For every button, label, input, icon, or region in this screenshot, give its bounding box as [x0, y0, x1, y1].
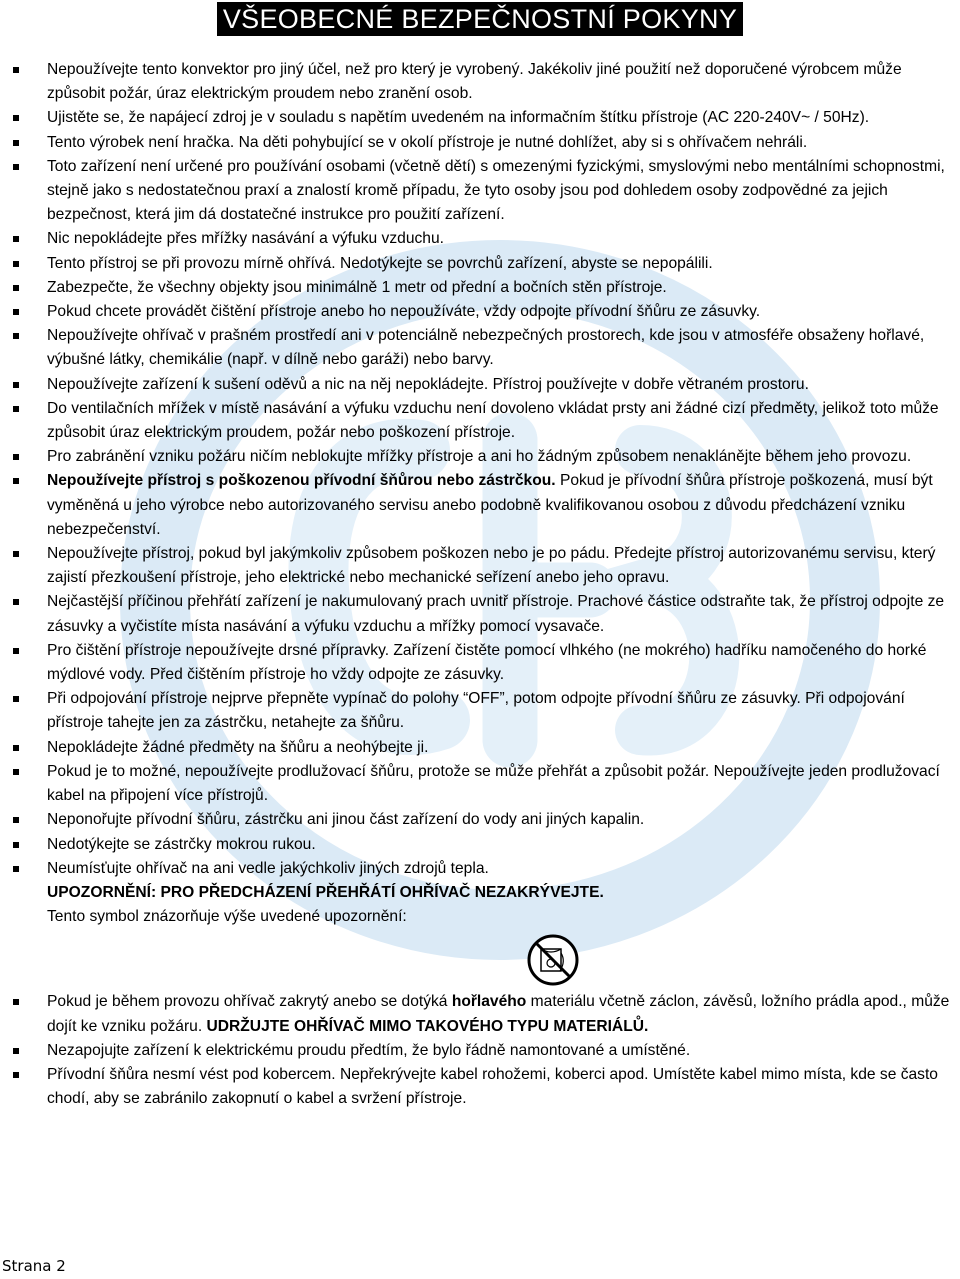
document-body — [0, 58, 960, 1111]
item-text: Nejčastější příčinou přehřátí zařízení je nakumulovaný prach uvnitř přístroje. Prachové částice odstraňte tak, že přístroj odpojte ze zásuvky a vyčistíte místa nasávání a výfuku vzduchu a mřížky pomocí vysavače. — [47, 593, 945, 635]
item-text: Tento přístroj se při provozu mírně ohřívá. Nedotýkejte se povrchů zařízení, abyste se nepopálili. — [47, 254, 713, 272]
item-text: Při odpojování přístroje nejprve přepněte vypínač do polohy “OFF”, potom odpojte přívodní šňůru ze zásuvky. Při odpojování přístroje tahejte jen za zástrčku, netahejte za šňůru. — [47, 690, 905, 732]
item-text: Toto zařízení není určené pro používání osobami (včetně dětí) s omezenými fyzickými, smyslovými nebo mentálními schopnostmi, stejně jako s nedostatečnou praxí a znalostí kromě případu, že tyto osoby jsou pod dohledem osoby zodpovědné za jejich bezpečnost, která jim dá dostatečné instrukce pro použití zařízení. — [47, 157, 945, 224]
item-text: Pro čištění přístroje nepoužívejte drsné přípravky. Zařízení čistěte pomocí vlhkého (ne mokrého) hadříku namočeného do horké mýdlové vody. Před čištěním přístroje ho vždy odpojte ze zásuvky. — [47, 641, 927, 684]
list-item — [0, 857, 960, 881]
item-text: Pokud je během provozu ohřívač zakrytý anebo se dotýká — [47, 993, 452, 1011]
list-item — [0, 469, 960, 542]
list-item — [0, 106, 960, 130]
list-item — [0, 990, 960, 1038]
list-item — [0, 639, 960, 687]
item-text: Zabezpečte, že všechny objekty jsou minimálně 1 metr od přední a bočních stěn přístroje. — [47, 278, 667, 296]
item-text: Nepoužívejte tento konvektor pro jiný účel, než pro který je vyrobený. Jakékoliv jiné použití než doporučené výrobcem může způsobit požár, úraz elektrickým proudem nebo zranění osob. — [47, 61, 902, 103]
list-item — [0, 300, 960, 324]
list-item — [0, 833, 960, 857]
item-text: Nedotýkejte se zástrčky mokrou rukou. — [47, 835, 316, 853]
list-item — [0, 155, 960, 228]
item-text: Nezapojujte zařízení k elektrickému proudu předtím, že bylo řádně namontované a umístěné. — [47, 1041, 691, 1059]
list-item — [0, 227, 960, 251]
item-text: Tento výrobek není hračka. Na děti pohybující se v okolí přístroje je nutné dohlížet, aby si s ohřívačem nehráli. — [47, 133, 808, 151]
page-title: VŠEOBECNÉ BEZPEČNOSTNÍ POKYNY — [217, 2, 743, 36]
list-item — [0, 131, 960, 155]
safety-list — [0, 58, 960, 881]
page-number: Strana 2 — [2, 1257, 66, 1275]
item-text: Nepokládejte žádné předměty na šňůru a neohýbejte ji. — [47, 738, 429, 756]
warning-heading: UPOZORNĚNÍ: PRO PŘEDCHÁZENÍ PŘEHŘÁTÍ OHŘÍVAČ NEZAKRÝVEJTE. — [47, 883, 604, 901]
item-text: Pro zabránění vzniku požáru ničím neblokujte mřížky přístroje a ani ho žádným způsobem nenaklánějte během jeho provozu. — [47, 448, 912, 466]
item-text: materiálu včetně záclon, závěsů, ložního prádla apod., může dojít ke vzniku požáru. — [47, 993, 950, 1035]
list-item — [0, 590, 960, 638]
do-not-cover-icon — [526, 933, 580, 987]
item-text: Přívodní šňůra nesmí vést pod kobercem. Nepřekrývejte kabel rohožemi, koberci apod. Umístěte kabel mimo místa, kde se často chodí, aby se zabránilo zakopnutí o kabel a svržení přístroje. — [47, 1065, 938, 1108]
list-item — [0, 276, 960, 300]
symbol-row — [0, 929, 960, 990]
emphasis-text: hořlavého — [451, 993, 527, 1011]
symbol-caption: Tento symbol znázorňuje výše uvedené upozornění: — [47, 908, 407, 926]
list-item — [0, 1039, 960, 1063]
list-item — [0, 736, 960, 760]
list-item — [0, 397, 960, 445]
emphasis-text: Nepoužívejte přístroj s poškozenou přívodní šňůrou nebo zástrčkou. — [47, 472, 556, 490]
emphasis-text: UDRŽUJTE OHŘÍVAČ MIMO TAKOVÉHO TYPU MATERIÁLŮ. — [206, 1017, 649, 1035]
item-text: Do ventilačních mřížek v místě nasávání a výfuku vzduchu není dovoleno vkládat prsty ani žádné cizí předměty, jelikož toto může způsobit úraz elektrickým proudem, požár nebo poškození přístroje. — [47, 399, 939, 442]
item-text: Neumísťujte ohřívač na ani vedle jakýchkoliv jiných zdrojů tepla. — [47, 859, 489, 877]
list-item — [0, 324, 960, 372]
safety-list-continued — [0, 990, 960, 1111]
list-item — [0, 808, 960, 832]
item-text: Neponořujte přívodní šňůru, zástrčku ani jinou část zařízení do vody ani jiných kapalin. — [47, 811, 645, 829]
list-item — [0, 542, 960, 590]
item-text: Nic nepokládejte přes mřížky nasávání a výfuku vzduchu. — [47, 230, 444, 248]
item-text: Pokud je to možné, nepoužívejte prodlužovací šňůru, protože se může přehřát a způsobit požár. Nepoužívejte jeden prodlužovací kabel na připojení více přístrojů. — [47, 762, 940, 805]
list-item — [0, 252, 960, 276]
item-text: Nepoužívejte přístroj, pokud byl jakýmkoliv způsobem poškozen nebo je po pádu. Předejte přístroj autorizovanému servisu, který zajistí přezkoušení přístroje, jeho elektrické nebo mechanické seřízení anebo jeho opravu. — [47, 545, 936, 587]
item-text: Nepoužívejte ohřívač v prašném prostředí ani v potenciálně nebezpečných prostorech, kde jsou v atmosféře obsaženy hořlavé, výbušné látky, chemikálie (např. v dílně nebo garáži) nebo barvy. — [47, 327, 925, 369]
list-item — [0, 687, 960, 735]
item-text: Ujistěte se, že napájecí zdroj je v souladu s napětím uvedeném na informačním štítku přístroje (AC 220-240V~ / 50Hz). — [47, 109, 870, 127]
list-item — [0, 445, 960, 469]
list-item — [0, 760, 960, 808]
item-text: Pokud je přívodní šňůra přístroje poškozená, musí být vyměněná u jeho výrobce nebo autorizovaného servisu anebo podobně kvalifikovanou osobou z důvodu předcházení vzniku nebezpečenství. — [47, 472, 933, 538]
list-item — [0, 58, 960, 106]
list-item — [0, 373, 960, 397]
item-text: Nepoužívejte zařízení k sušení oděvů a nic na něj nepokládejte. Přístroj používejte v dobře větraném prostoru. — [47, 375, 809, 393]
list-item — [0, 1063, 960, 1111]
item-text: Pokud chcete provádět čištění přístroje anebo ho nepoužíváte, vždy odpojte přívodní šňůru ze zásuvky. — [47, 303, 761, 321]
